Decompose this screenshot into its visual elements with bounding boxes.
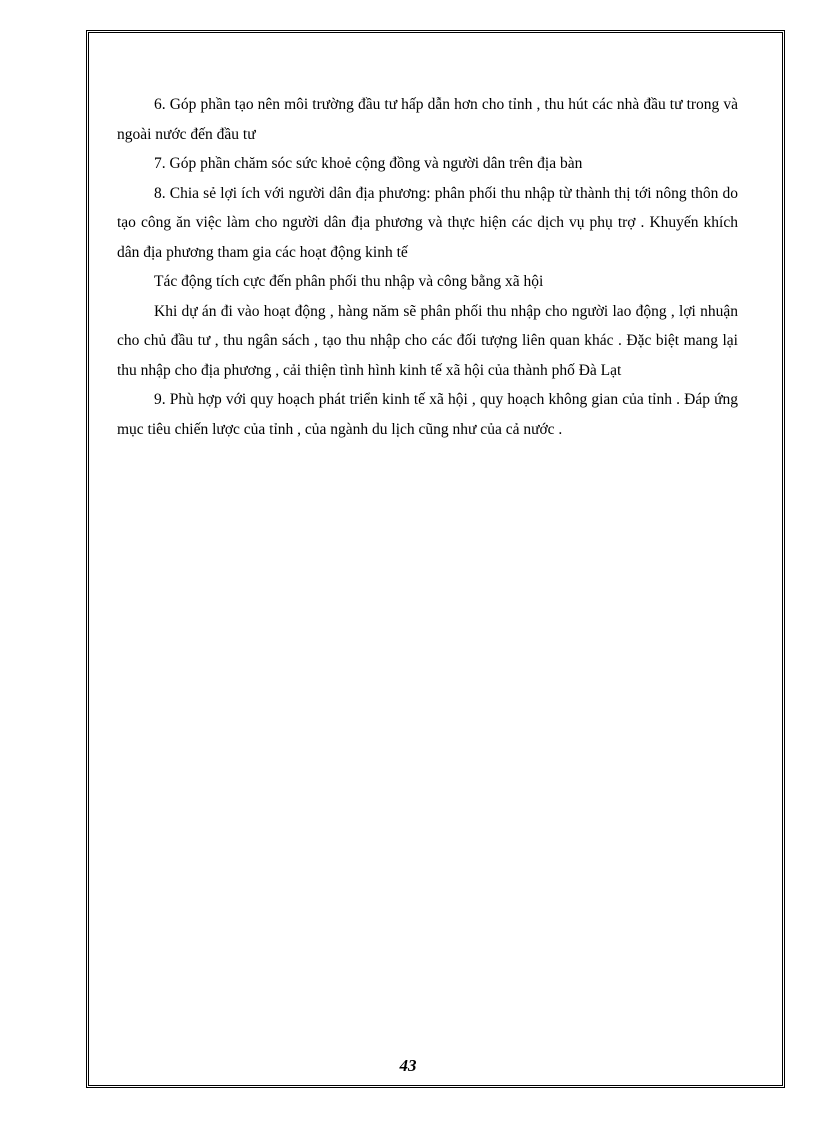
paragraph-item-7: 7. Góp phần chăm sóc sức khoẻ cộng đồng và người dân trên địa bàn: [154, 155, 583, 172]
paragraph-item-9: 9. Phù hợp với quy hoạch phát triển kinh tế xã hội , quy hoạch không gian của tỉnh . Đáp ứng mục tiêu chiến lược của tỉnh , của ngành du lịch cũng như của cả nước .: [117, 391, 738, 438]
paragraph-income-body: Khi dự án đi vào hoạt động , hàng năm sẽ phân phối thu nhập cho người lao động , lợi nhuận cho chủ đầu tư , thu ngân sách , tạo thu nhập cho các đối tượng liên quan khác . Đặc biệt mang lại thu nhập cho địa phương , cải thiện tình hình kinh tế xã hội của thành phố Đà Lạt: [117, 302, 738, 379]
page-number: 43: [399, 1056, 417, 1075]
paragraph-income-heading: Tác động tích cực đến phân phối thu nhập và công bằng xã hội: [154, 273, 544, 290]
body-text: [117, 90, 738, 444]
paragraph-item-8: 8. Chia sẻ lợi ích với người dân địa phương: phân phối thu nhập từ thành thị tới nông thôn do tạo công ăn việc làm cho người dân địa phương và thực hiện các dịch vụ phụ trợ . Khuyến khích dân địa phương tham gia các hoạt động kinh tế: [117, 184, 738, 261]
paragraph-item-6: 6. Góp phần tạo nên môi trường đầu tư hấp dẫn hơn cho tỉnh , thu hút các nhà đầu tư trong và ngoài nước đến đầu tư: [117, 96, 738, 143]
